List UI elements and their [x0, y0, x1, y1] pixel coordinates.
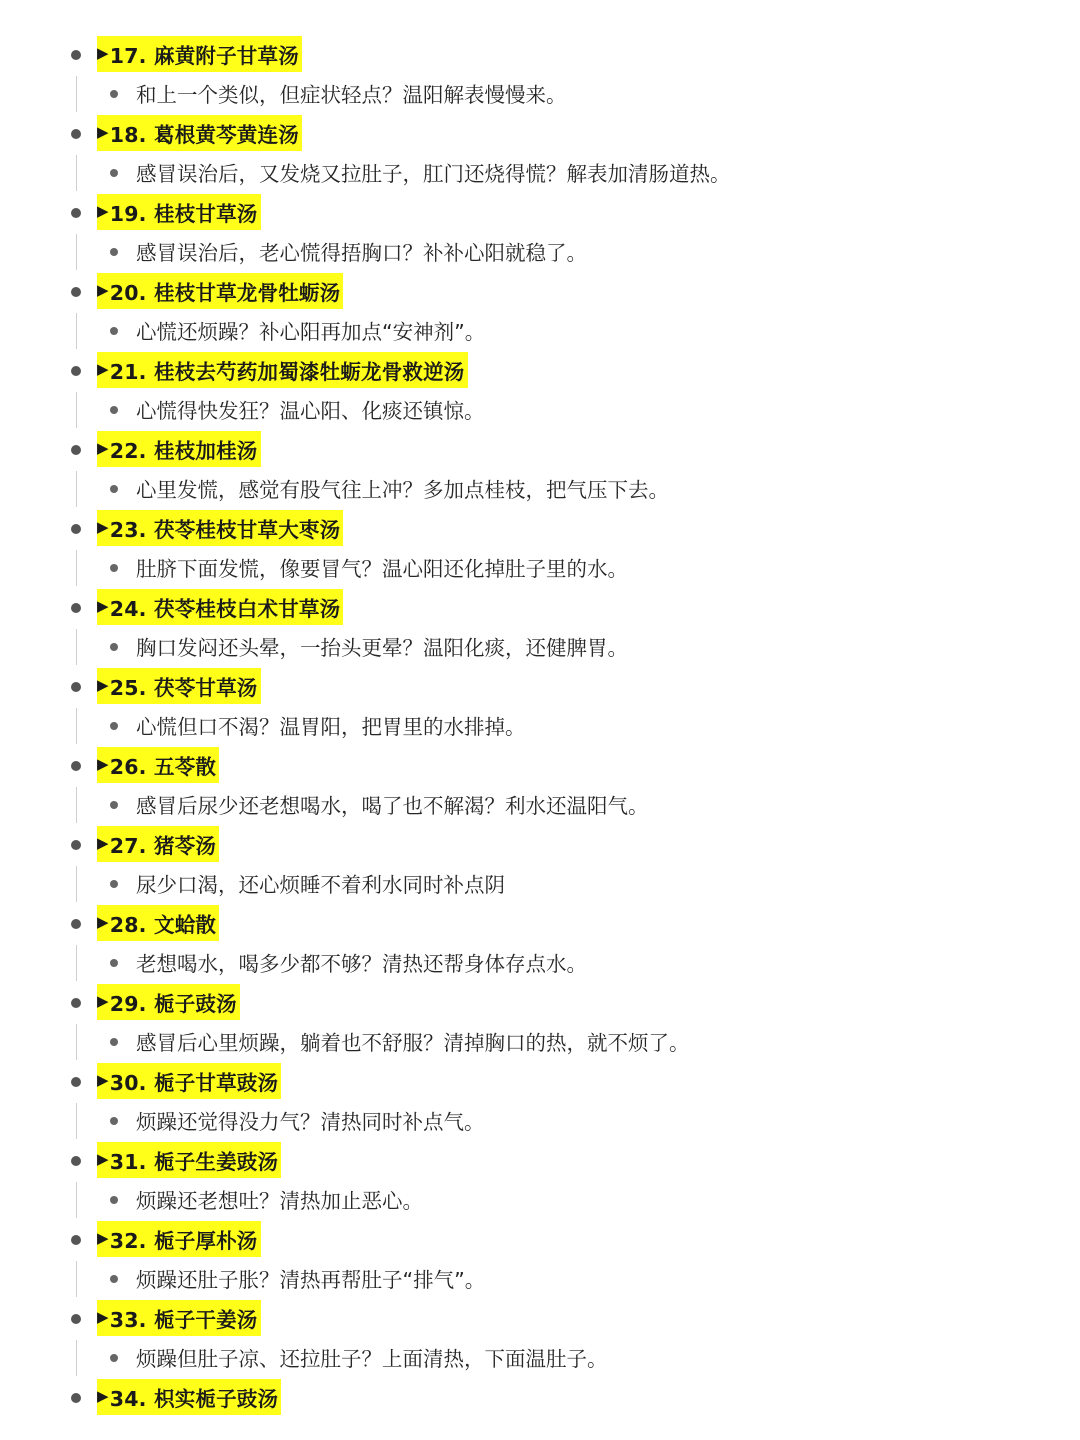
- item-title-highlighted[interactable]: [97, 1300, 261, 1336]
- bullet-dot-icon: [71, 1235, 81, 1245]
- triangle-right-icon: ▶: [97, 1308, 109, 1326]
- item-title-highlighted[interactable]: [97, 826, 219, 862]
- outline-item: [0, 1343, 1080, 1422]
- triangle-right-icon: ▶: [97, 676, 109, 694]
- item-title-text: 34. 枳实栀子豉汤: [109, 1387, 279, 1411]
- item-title-text: 27. 猪苓汤: [109, 834, 217, 858]
- outline-item: [0, 711, 1080, 818]
- item-title-text: 22. 桂枝加桂汤: [109, 439, 258, 463]
- triangle-right-icon: ▶: [97, 1387, 109, 1405]
- outline-item: [0, 0, 1080, 107]
- item-title-text: 21. 桂枝去芍药加蜀漆牡蛎龙骨救逆汤: [109, 360, 465, 384]
- item-title-text: 31. 栀子生姜豉汤: [109, 1150, 279, 1174]
- triangle-right-icon: ▶: [97, 518, 109, 536]
- triangle-right-icon: ▶: [97, 1071, 109, 1089]
- item-note: 感冒误治后，又发烧又拉肚子，肛门还烧得慌？解表加清肠道热。: [136, 162, 731, 186]
- item-title-highlighted[interactable]: [97, 984, 240, 1020]
- bullet-dot-icon: [71, 761, 81, 771]
- item-note: 肚脐下面发慌，像要冒气？温心阳还化掉肚子里的水。: [136, 557, 628, 581]
- outline-item: [0, 948, 1080, 1055]
- item-note: 尿少口渴，还心烦睡不着利水同时补点阴: [136, 873, 505, 897]
- bullet-dot-icon: [71, 919, 81, 929]
- item-note: 心慌但口不渴？温胃阳，把胃里的水排掉。: [136, 715, 526, 739]
- outline-item: [0, 1185, 1080, 1292]
- item-note: 心慌还烦躁？补心阳再加点“安神剂”。: [136, 320, 486, 344]
- item-title-highlighted[interactable]: [97, 36, 302, 72]
- bullet-dot-icon: [71, 366, 81, 376]
- bullet-dot-icon: [71, 1393, 81, 1403]
- item-title-highlighted[interactable]: [97, 431, 261, 467]
- triangle-right-icon: ▶: [97, 755, 109, 773]
- item-note: 感冒误治后，老心慌得捂胸口？补补心阳就稳了。: [136, 241, 587, 265]
- item-title-highlighted[interactable]: [97, 194, 261, 230]
- item-title-text: 32. 栀子厚朴汤: [109, 1229, 258, 1253]
- item-note: 烦躁但肚子凉、还拉肚子？上面清热，下面温肚子。: [136, 1347, 608, 1371]
- triangle-right-icon: ▶: [97, 834, 109, 852]
- item-title-highlighted[interactable]: [97, 115, 302, 151]
- outline-item: [0, 1027, 1080, 1134]
- triangle-right-icon: ▶: [97, 992, 109, 1010]
- item-title-highlighted[interactable]: [97, 668, 261, 704]
- triangle-right-icon: ▶: [97, 1229, 109, 1247]
- triangle-right-icon: ▶: [97, 281, 109, 299]
- item-title-text: 20. 桂枝甘草龙骨牡蛎汤: [109, 281, 341, 305]
- outline-item: [0, 79, 1080, 186]
- item-title-highlighted[interactable]: [97, 1142, 281, 1178]
- item-note: 和上一个类似，但症状轻点？温阳解表慢慢来。: [136, 83, 567, 107]
- bullet-dot-icon: [71, 50, 81, 60]
- bullet-dot-icon: [71, 603, 81, 613]
- item-title-text: 30. 栀子甘草豉汤: [109, 1071, 279, 1095]
- outline-item: [0, 316, 1080, 423]
- outline-item: [0, 474, 1080, 581]
- bullet-dot-icon: [71, 287, 81, 297]
- item-title-highlighted[interactable]: [97, 1379, 281, 1415]
- item-title-highlighted[interactable]: [97, 1063, 281, 1099]
- outline-item: [0, 158, 1080, 265]
- triangle-right-icon: ▶: [97, 1150, 109, 1168]
- item-title-text: 17. 麻黄附子甘草汤: [109, 44, 299, 68]
- outline-item: [0, 790, 1080, 897]
- bullet-dot-icon: [71, 1314, 81, 1324]
- bullet-dot-icon: [71, 1077, 81, 1087]
- item-title-highlighted[interactable]: [97, 510, 343, 546]
- item-title-highlighted[interactable]: [97, 1221, 261, 1257]
- item-title-highlighted[interactable]: [97, 352, 468, 388]
- item-note: 老想喝水，喝多少都不够？清热还帮身体存点水。: [136, 952, 587, 976]
- triangle-right-icon: ▶: [97, 439, 109, 457]
- item-title-text: 19. 桂枝甘草汤: [109, 202, 258, 226]
- item-title-highlighted[interactable]: [97, 747, 219, 783]
- item-note: 烦躁还觉得没力气？清热同时补点气。: [136, 1110, 485, 1134]
- bullet-dot-icon: [71, 129, 81, 139]
- triangle-right-icon: ▶: [97, 202, 109, 220]
- outline-item: [0, 553, 1080, 660]
- triangle-right-icon: ▶: [97, 597, 109, 615]
- outline-item: [0, 1106, 1080, 1213]
- outline-item: [0, 1264, 1080, 1371]
- item-title-text: 28. 文蛤散: [109, 913, 217, 937]
- item-note: 心里发慌，感觉有股气往上冲？多加点桂枝，把气压下去。: [136, 478, 669, 502]
- triangle-right-icon: ▶: [97, 360, 109, 378]
- bullet-dot-icon: [71, 524, 81, 534]
- item-note: 心慌得快发狂？温心阳、化痰还镇惊。: [136, 399, 485, 423]
- item-note: 烦躁还肚子胀？清热再帮肚子“排气”。: [136, 1268, 486, 1292]
- outline-item: [0, 632, 1080, 739]
- outline-item: [0, 395, 1080, 502]
- triangle-right-icon: ▶: [97, 913, 109, 931]
- bullet-dot-icon: [71, 998, 81, 1008]
- item-title-text: 18. 葛根黄芩黄连汤: [109, 123, 299, 147]
- item-title-highlighted[interactable]: [97, 589, 343, 625]
- bullet-dot-icon: [71, 682, 81, 692]
- outline-item: [0, 237, 1080, 344]
- item-title-text: 23. 茯苓桂枝甘草大枣汤: [109, 518, 341, 542]
- item-title-text: 33. 栀子干姜汤: [109, 1308, 258, 1332]
- item-note: 胸口发闷还头晕，一抬头更晕？温阳化痰，还健脾胃。: [136, 636, 628, 660]
- bullet-dot-icon: [71, 1156, 81, 1166]
- outline-item: [0, 869, 1080, 976]
- item-title-highlighted[interactable]: [97, 905, 219, 941]
- item-title-text: 26. 五苓散: [109, 755, 217, 779]
- bullet-dot-icon: [71, 840, 81, 850]
- item-title-text: 25. 茯苓甘草汤: [109, 676, 258, 700]
- triangle-right-icon: ▶: [97, 123, 109, 141]
- item-title-text: 24. 茯苓桂枝白术甘草汤: [109, 597, 341, 621]
- bullet-dot-icon: [71, 208, 81, 218]
- item-title-highlighted[interactable]: [97, 273, 343, 309]
- bullet-dot-icon: [71, 445, 81, 455]
- item-title-text: 29. 栀子豉汤: [109, 992, 237, 1016]
- item-note: 烦躁还老想吐？清热加止恶心。: [136, 1189, 423, 1213]
- triangle-right-icon: ▶: [97, 44, 109, 62]
- item-note: 感冒后心里烦躁，躺着也不舒服？清掉胸口的热，就不烦了。: [136, 1031, 690, 1055]
- item-note: 感冒后尿少还老想喝水，喝了也不解渴？利水还温阳气。: [136, 794, 649, 818]
